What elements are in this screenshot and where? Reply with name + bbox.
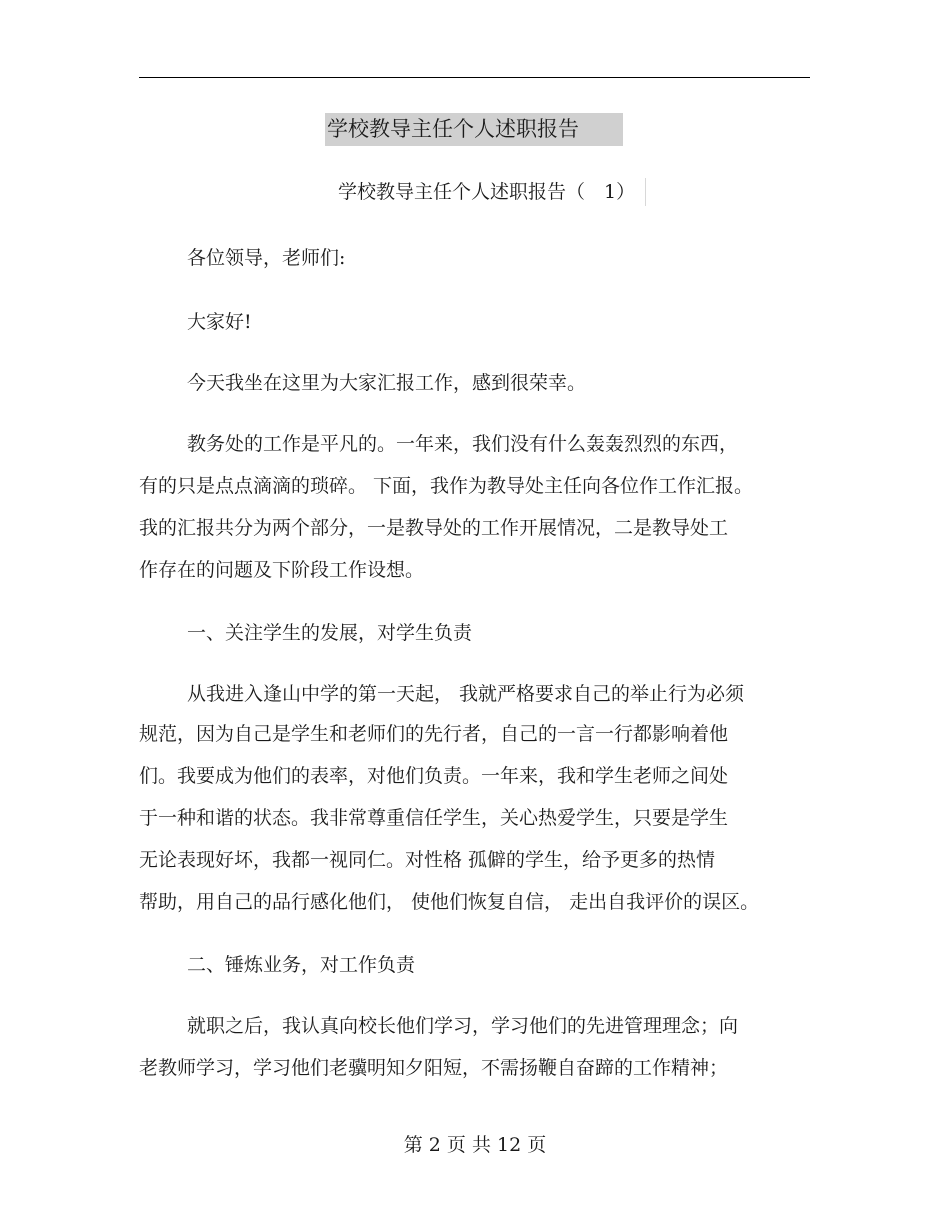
page-footer: 第 2 页 共 12 页 [403,1134,547,1156]
header-rule [139,77,810,78]
paragraph-line: 就职之后，我认真向校长他们学习，学习他们的先进管理理念；向 [187,1015,739,1037]
paragraph-line: 无论表现好坏，我都一视同仁。对性格 孤僻的学生，给予更多的热情 [139,849,716,871]
greeting: 各位领导，老师们: [187,247,346,269]
paragraph-line: 作存在的问题及下阶段工作设想。 [139,559,425,581]
paragraph-line: 从我进入逢山中学的第一天起， 我就严格要求自己的举止行为必须 [187,683,745,705]
intro-line: 今天我坐在这里为大家汇报工作，感到很荣幸。 [187,372,587,394]
document-subtitle: 学校教导主任个人述职报告（ 1） [338,178,646,206]
section-heading-1: 一、关注学生的发展，对学生负责 [187,622,473,644]
paragraph-line: 有的只是点点滴滴的琐碎。 下面，我作为教导处主任向各位作工作汇报。 [139,475,754,497]
paragraph-line: 教务处的工作是平凡的。一年来，我们没有什么轰轰烈烈的东西， [187,433,739,455]
section-heading-2: 二、锤炼业务，对工作负责 [187,954,416,976]
hello-line: 大家好! [187,311,252,333]
paragraph-line: 们。我要成为他们的表率，对他们负责。一年来，我和学生老师之间处 [139,765,729,787]
paragraph-line: 于一种和谐的状态。我非常尊重信任学生，关心热爱学生，只要是学生 [139,807,729,829]
paragraph-line: 规范，因为自己是学生和老师们的先行者，自己的一言一行都影响着他 [139,723,729,745]
paragraph-line: 老教师学习，学习他们老骥明知夕阳短，不需扬鞭自奋蹄的工作精神； [139,1057,729,1079]
document-title: 学校教导主任个人述职报告 [325,113,623,146]
paragraph-line: 帮助，用自己的品行感化他们， 使他们恢复自信， 走出自我评价的误区。 [139,891,760,913]
paragraph-line: 我的汇报共分为两个部分，一是教导处的工作开展情况，二是教导处工 [139,517,729,539]
